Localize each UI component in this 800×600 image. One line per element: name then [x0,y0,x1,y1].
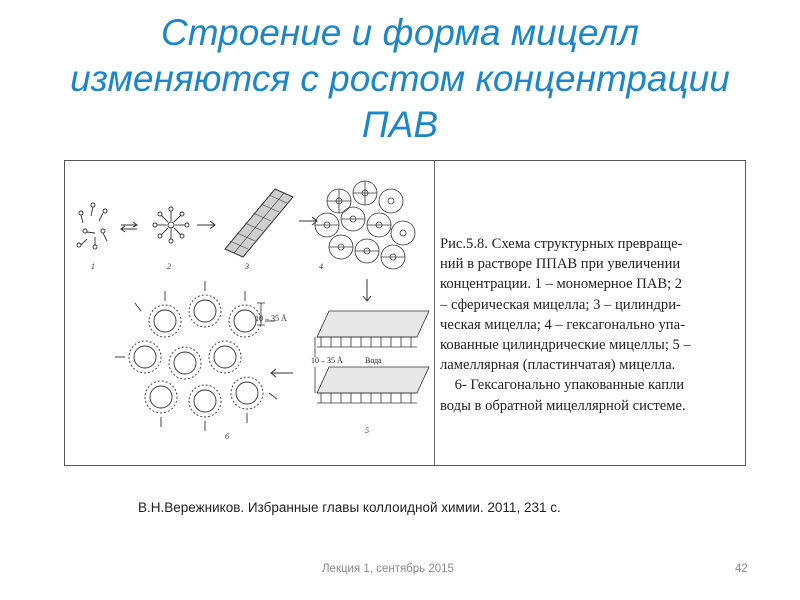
monomer-surfactant-drawing [77,203,107,249]
label-3: 3 [245,262,249,271]
label-6: 6 [225,432,229,441]
title-line-2: изменяются с ростом концентрации [70,58,730,99]
caption-line-5: ческая мицелла; 4 – гексагонально упа- [440,316,685,333]
dimension-top: 10 – 35 Å [255,314,287,323]
label-2: 2 [167,262,171,271]
caption-line-1: Рис.5.8. Схема структурных превраще- [440,236,683,252]
slide-title [0,10,800,148]
arrow-4-5 [363,279,371,301]
reverse-micelles-drawing [115,281,277,431]
source-citation: В.Н.Вережников. Избранные главы коллоидной химии. 2011, 231 с. [138,500,561,515]
caption-line-6: кованные цилиндрические мицеллы; 5 – [440,337,691,354]
caption-line-7: ламеллярная (пластинчатая) мицелла. [440,357,676,374]
title-line-3: ПАВ [361,104,439,145]
label-1: 1 [91,262,95,271]
footer-text: Лекция 1, сентябрь 2015 [322,563,454,575]
figure-divider [434,161,435,465]
water-label: Вода [365,356,382,365]
dimension-bottom: 10 – 35 Å [311,356,343,365]
page-number: 42 [735,563,748,575]
caption-line-4: – сферическая мицелла; 3 – цилиндри- [440,296,681,313]
caption-line-3: концентрации. 1 – мономерное ПАВ; 2 [440,276,683,293]
caption-line-8: 6- Гексагонально упакованные капли [440,377,685,394]
title-line-1: Строение и форма мицелл [161,12,639,53]
hexagonal-cylinders-drawing [315,181,415,269]
arrow-3-4 [299,217,317,225]
figure-caption [440,234,740,416]
arrow-1-2 [121,222,137,232]
arrow-2-3 [197,221,215,229]
micelle-diagram [65,161,433,465]
cylindrical-micelle-drawing [225,189,293,257]
spherical-micelle-drawing [153,207,189,243]
label-5: 5 [365,426,369,435]
micelle-figure [64,160,746,466]
caption-line-2: ний в растворе ППАВ при увеличении [440,256,681,273]
label-4: 4 [319,262,323,271]
arrow-5-6 [271,369,293,377]
caption-line-9: воды в обратной мицеллярной системе. [440,397,686,414]
